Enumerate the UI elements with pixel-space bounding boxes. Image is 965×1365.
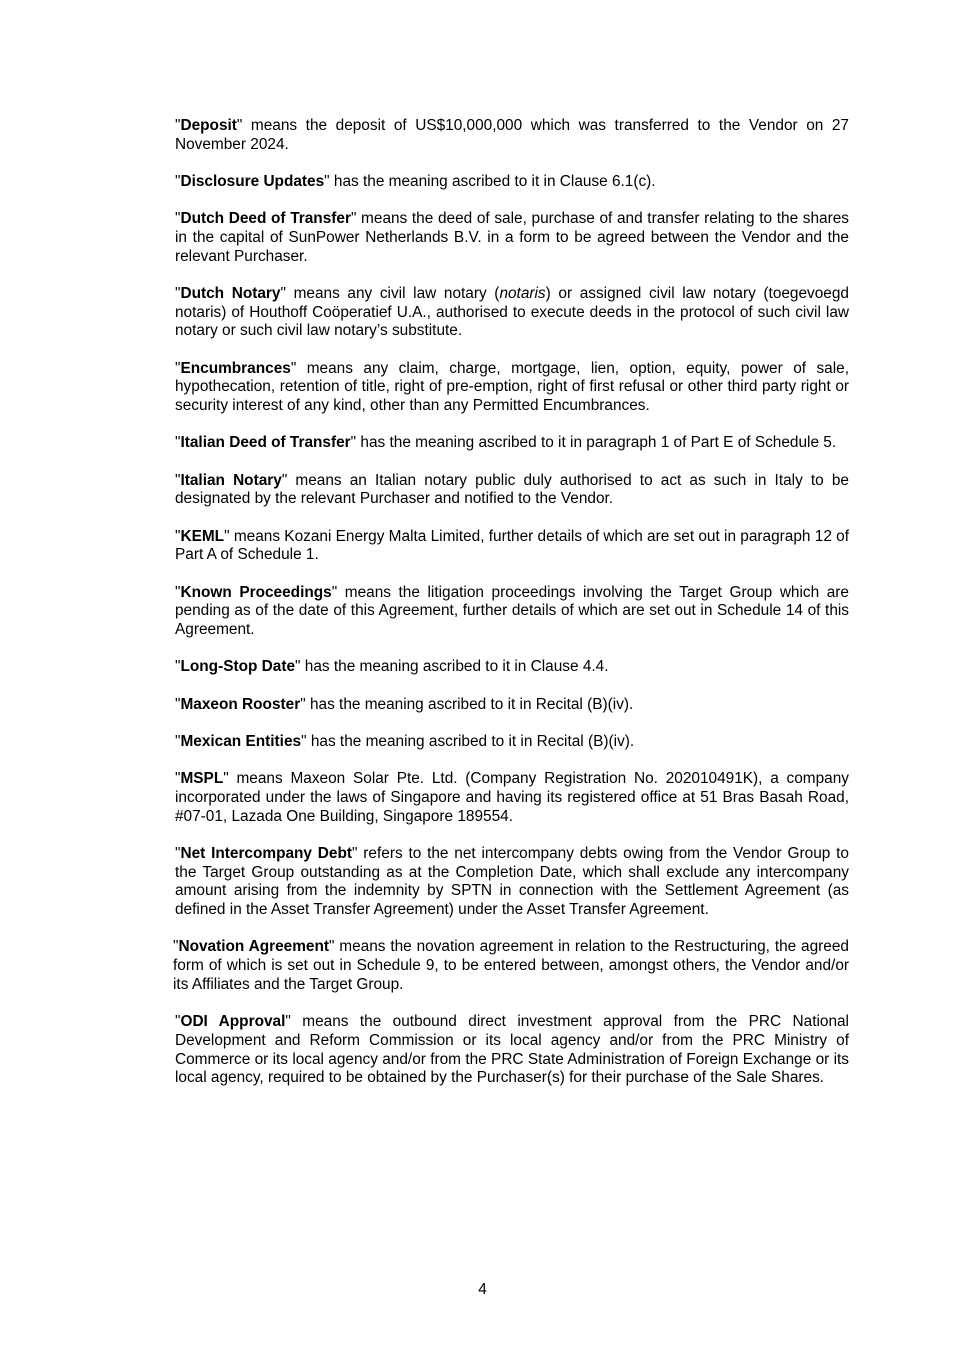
definition-text: has the meaning ascribed to it in Recital (B)(iv). [305,695,634,713]
definition-dutch-notary: "Dutch Notary" means any civil law notary (notaris) or assigned civil law notary (toegevoegd notaris) of Houthoff Coöperatief U.A., authorised to execute deeds in the protocol of such civil law notary or such civil law notary’s substitute. [175,285,849,340]
definition-disclosure-updates: "Disclosure Updates" has the meaning ascribed to it in Clause 6.1(c). [175,173,656,190]
defined-term: Deposit [180,117,237,134]
definition-long-stop-date: "Long-Stop Date" has the meaning ascribed to it in Clause 4.4. [175,658,609,676]
defined-term: Italian Deed of Transfer [180,434,351,452]
definition-encumbrances: "Encumbrances" means any claim, charge, mortgage, lien, option, equity, power of sale, hypothecation, retention of title, right of pre-emption, right of first refusal or other third party right or security interest of any kind, other than any Permitted Encumbrances. [175,359,849,415]
defined-term: Italian Notary [180,471,282,489]
defined-term: Novation Agreement [178,938,329,956]
definition-text: means Maxeon Solar Pte. Ltd. (Company Registration No. 202010491K), a company incorporated under the laws of Singapore and having its registered office at 51 Bras Basah Road, #07-01, Lazada One Building, Singapore 189554. [175,770,849,825]
definition-text: means the outbound direct investment approval from the PRC National Development and Reform Commission or its local agency and/or from the PRC Ministry of Commerce or its local agency and/or from the PRC State Administration of Foreign Exchange or its local agency, required to be obtained by the Purchaser(s) for their purchase of the Sale Shares. [175,1013,849,1087]
definition-deposit: "Deposit" means the deposit of US$10,000,000 which was transferred to the Vendor on 27 November 2024. [175,117,849,153]
definition-mspl: "MSPL" means Maxeon Solar Pte. Ltd. (Company Registration No. 202010491K), a company incorporated under the laws of Singapore and having its registered office at 51 Bras Basah Road, #07-01, Lazada One Building, Singapore 189554. [175,770,849,825]
definition-known-proceedings: "Known Proceedings" means the litigation proceedings involving the Target Group which are pending as of the date of this Agreement, further details of which are set out in Schedule 14 of this Agreement. [175,583,849,639]
definition-mexican-entities: "Mexican Entities" has the meaning ascribed to it in Recital (B)(iv). [175,733,635,750]
definition-text: means Kozani Energy Malta Limited, further details of which are set out in paragraph 12 of Part A of Schedule 1. [175,527,849,564]
defined-term: Net Intercompany Debt [180,845,353,862]
page-number: 4 [478,1281,487,1298]
definition-novation-agreement: "Novation Agreement" means the novation agreement in relation to the Restructuring, the agreed form of which is set out in Schedule 9, to be entered between, amongst others, the Vendor and/or its Affiliates and the Target Group. [173,938,849,993]
defined-term: MSPL [180,770,224,788]
definition-odi-approval: "ODI Approval" means the outbound direct investment approval from the PRC National Development and Reform Commission or its local agency and/or from the PRC Ministry of Commerce or its local agency and/or from the PRC State Administration of Foreign Exchange or its local agency, required to be obtained by the Purchaser(s) for their purchase of the Sale Shares. [175,1013,849,1087]
defined-term: ODI Approval [180,1013,286,1031]
defined-term: Long-Stop Date [180,658,296,676]
defined-term: KEML [180,527,225,545]
definition-dutch-deed-of-transfer: "Dutch Deed of Transfer" means the deed of sale, purchase of and transfer relating to the shares in the capital of SunPower Netherlands B.V. in a form to be agreed between the Vendor and the relevant Purchaser. [175,210,850,265]
definition-text: has the meaning ascribed to it in paragraph 1 of Part E of Schedule 5. [356,434,837,452]
definition-text: means an Italian notary public duly authorised to act as such in Italy to be designated by the relevant Purchaser and notified to the Vendor. [175,471,849,508]
definition-text: means the litigation proceedings involving the Target Group which are pending as of the date of this Agreement, further details of which are set out in Schedule 14 of this Agreement. [175,583,849,639]
defined-term: Encumbrances [180,359,291,377]
defined-term: Dutch Deed of Transfer [180,210,351,228]
definition-text: means any claim, charge, mortgage, lien, option, equity, power of sale, hypothecation, retention of title, right of pre-emption, right of first refusal or other third party right or security interest of any kind, other than any Permitted Encumbrances. [175,359,849,415]
definition-italian-deed-of-transfer: "Italian Deed of Transfer" has the meaning ascribed to it in paragraph 1 of Part E of Schedule 5. [175,434,837,452]
definition-text: means the novation agreement in relation to the Restructuring, the agreed form of which is set out in Schedule 9, to be entered between, amongst others, the Vendor and/or its Affiliates and the Target Group. [173,938,849,993]
definition-italic-term: notaris [499,285,546,302]
defined-term: Disclosure Updates [180,173,325,190]
definition-keml: "KEML" means Kozani Energy Malta Limited, further details of which are set out in paragraph 12 of Part A of Schedule 1. [175,527,849,564]
definition-text: has the meaning ascribed to it in Recital (B)(iv). [306,733,635,750]
definition-text: has the meaning ascribed to it in Clause 6.1(c). [329,173,656,190]
definition-text: refers to the net intercompany debts owing from the Vendor Group to the Target Group outstanding as at the Completion Date, which shall exclude any intercompany amount arising from the indemnity by SPTN in connection with the Settlement Agreement (as defined in the Asset Transfer Agreement) under the Asset Transfer Agreement. [175,845,849,919]
definition-net-intercompany-debt: "Net Intercompany Debt" refers to the net intercompany debts owing from the Vendor Group to the Target Group outstanding as at the Completion Date, which shall exclude any intercompany amount arising from the indemnity by SPTN in connection with the Settlement Agreement (as defined in the Asset Transfer Agreement) under the Asset Transfer Agreement. [175,845,849,919]
definition-maxeon-rooster: "Maxeon Rooster" has the meaning ascribed to it in Recital (B)(iv). [175,695,634,713]
definition-text: means the deposit of US$10,000,000 which was transferred to the Vendor on 27 November 2024. [175,117,849,153]
definition-text: means any civil law notary ( [285,285,500,302]
defined-term: Mexican Entities [180,733,302,750]
definition-italian-notary: "Italian Notary" means an Italian notary public duly authorised to act as such in Italy to be designated by the relevant Purchaser and notified to the Vendor. [175,471,849,508]
definition-text: ) or assigned civil law notary (toegevoegd notaris) of Houthoff Coöperatief U.A., authorised to execute deeds in the protocol of such civil law notary or such civil law notary’s substitute. [175,285,849,340]
defined-term: Maxeon Rooster [180,695,301,713]
document-body [175,117,849,1107]
definition-text: means the deed of sale, purchase of and transfer relating to the shares in the capital of SunPower Netherlands B.V. in a form to be agreed between the Vendor and the relevant Purchaser. [175,210,850,265]
defined-term: Known Proceedings [180,583,332,601]
defined-term: Dutch Notary [180,285,281,302]
definition-text: has the meaning ascribed to it in Clause 4.4. [300,658,609,676]
